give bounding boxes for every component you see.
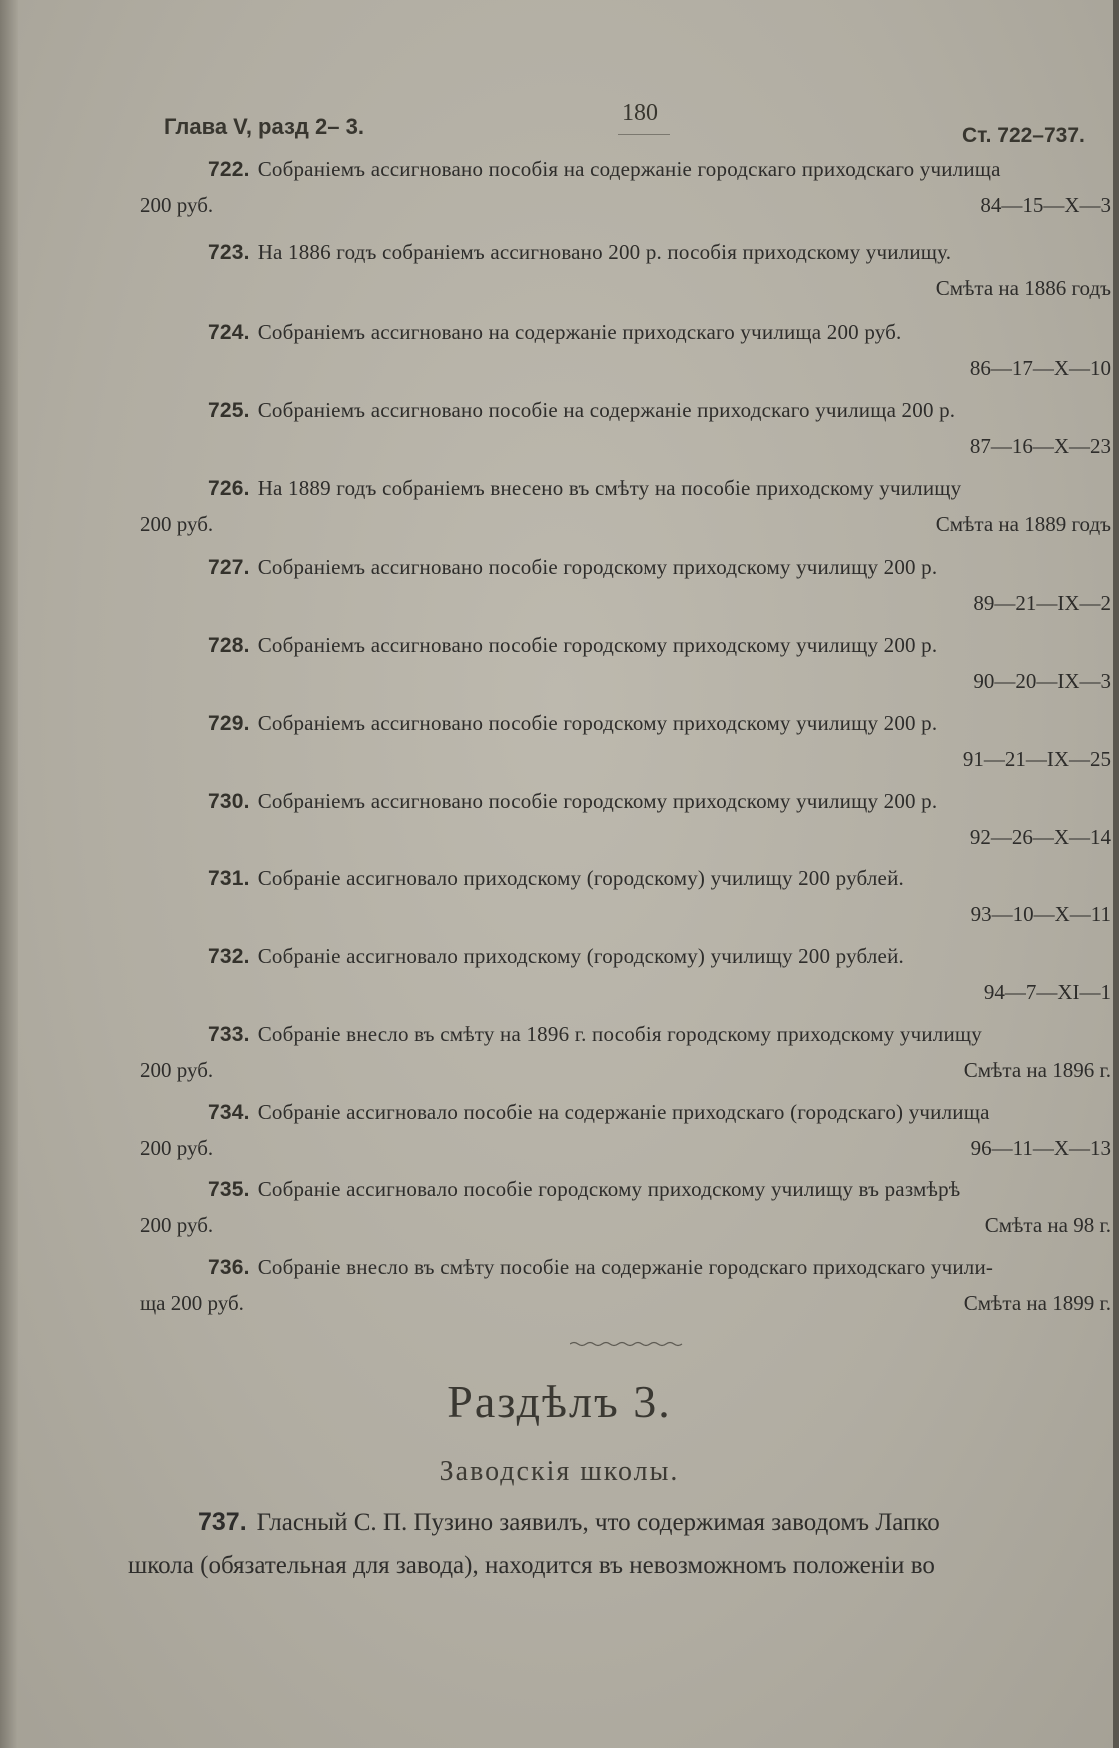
- section-title: Раздѣлъ 3.: [447, 1376, 672, 1427]
- entry-text: Собраніе ассигновало приходскому (городскому) училищу 200 рублей.: [257, 944, 904, 968]
- entry-continuation: 200 руб.: [140, 1058, 214, 1082]
- entry-reference: 84—15—X—3: [980, 193, 1111, 217]
- entry-number: 733.: [208, 1023, 250, 1046]
- entry-reference: 96—11—X—13: [970, 1136, 1111, 1160]
- entry-number: 731.: [208, 867, 250, 890]
- entry-number: 735.: [208, 1178, 250, 1201]
- entry-text: Гласный С. П. Пузино заявилъ, что содержимая заводомъ Лапко: [256, 1509, 940, 1536]
- entry-reference: Смѣта на 1896 г.: [963, 1058, 1111, 1082]
- entry-number: 737.: [198, 1508, 247, 1536]
- entry-text-continuation: школа (обязательная для завода), находится въ невозможномъ положеніи во: [128, 1552, 935, 1579]
- entry-reference: 90—20—IX—3: [973, 669, 1111, 693]
- entry-reference: 87—16—X—23: [969, 434, 1111, 458]
- entry-reference: 91—21—IX—25: [962, 747, 1111, 771]
- entry-number: 723.: [208, 241, 250, 264]
- entry-continuation: 200 руб.: [140, 1213, 214, 1237]
- section-divider: [570, 1341, 686, 1347]
- entry-number: 729.: [208, 712, 250, 735]
- entry-number: 727.: [208, 556, 250, 579]
- entry-reference: Смѣта на 1886 годъ: [935, 276, 1111, 300]
- entry-number: 722.: [208, 158, 250, 181]
- entry-text: Собраніе ассигновало приходскому (городскому) училищу 200 рублей.: [257, 866, 904, 890]
- entry-continuation: ща 200 руб.: [140, 1291, 244, 1315]
- entry-text: Собраніе ассигновало пособіе на содержаніе приходскаго (городскаго) училища: [257, 1100, 990, 1124]
- article-range: Ст. 722–737.: [962, 124, 1085, 147]
- entry-text: Собраніемъ ассигновано пособіе городскому приходскому училищу 200 р.: [257, 789, 938, 813]
- entry-number: 724.: [208, 321, 250, 344]
- entry-continuation: 200 руб.: [140, 512, 214, 536]
- entry-text: На 1886 годъ собраніемъ ассигновано 200 р. пособія приходскому училищу.: [257, 240, 952, 264]
- entry-text: На 1889 годъ собраніемъ внесено въ смѣту на пособіе приходскому училищу: [257, 476, 962, 500]
- entry-text: Собраніе ассигновало пособіе городскому приходскому училищу въ размѣрѣ: [257, 1177, 961, 1201]
- entry-number: 725.: [208, 399, 250, 422]
- entry-number: 728.: [208, 634, 250, 657]
- entry-reference: Смѣта на 1889 годъ: [935, 512, 1111, 536]
- entry-reference: 92—26—X—14: [969, 825, 1111, 849]
- entry-reference: 93—10—X—11: [970, 902, 1111, 926]
- chapter-header: Глава V, разд 2– 3.: [164, 114, 364, 139]
- entry-reference: 89—21—IX—2: [973, 591, 1111, 615]
- entry-reference: 94—7—XI—1: [983, 980, 1111, 1004]
- entry-text: Собраніемъ ассигновано пособіе городскому приходскому училищу 200 р.: [257, 555, 938, 579]
- entry-reference: 86—17—X—10: [969, 356, 1111, 380]
- entry-number: 734.: [208, 1101, 250, 1124]
- entry-number: 736.: [208, 1256, 250, 1279]
- entry-reference: Смѣта на 1899 г.: [963, 1291, 1111, 1315]
- section-subtitle: Заводскія школы.: [439, 1456, 680, 1487]
- entry-text: Собраніе внесло въ смѣту пособіе на содержаніе городскаго приходскаго учили-: [257, 1255, 994, 1279]
- entry-text: Собраніемъ ассигновано пособія на содержаніе городскаго приходскаго училища: [257, 157, 1001, 181]
- entry-text: Собраніемъ ассигновано пособіе городскому приходскому училищу 200 р.: [257, 711, 938, 735]
- entry-reference: Смѣта на 98 г.: [984, 1213, 1111, 1237]
- page-number: 180: [622, 100, 658, 126]
- entry-text: Собраніемъ ассигновано пособіе на содержаніе приходскаго училища 200 р.: [257, 398, 956, 422]
- page-number-rule: [618, 134, 670, 135]
- entry-number: 730.: [208, 790, 250, 813]
- entry-continuation: 200 руб.: [140, 193, 214, 217]
- entry-number: 732.: [208, 945, 250, 968]
- entry-continuation: 200 руб.: [140, 1136, 214, 1160]
- entry-text: Собраніемъ ассигновано пособіе городскому приходскому училищу 200 р.: [257, 633, 938, 657]
- entry-text: Собраніе внесло въ смѣту на 1896 г. пособія городскому приходскому училищу: [257, 1022, 982, 1046]
- entry-number: 726.: [208, 477, 250, 500]
- entry-text: Собраніемъ ассигновано на содержаніе приходскаго училища 200 руб.: [257, 320, 902, 344]
